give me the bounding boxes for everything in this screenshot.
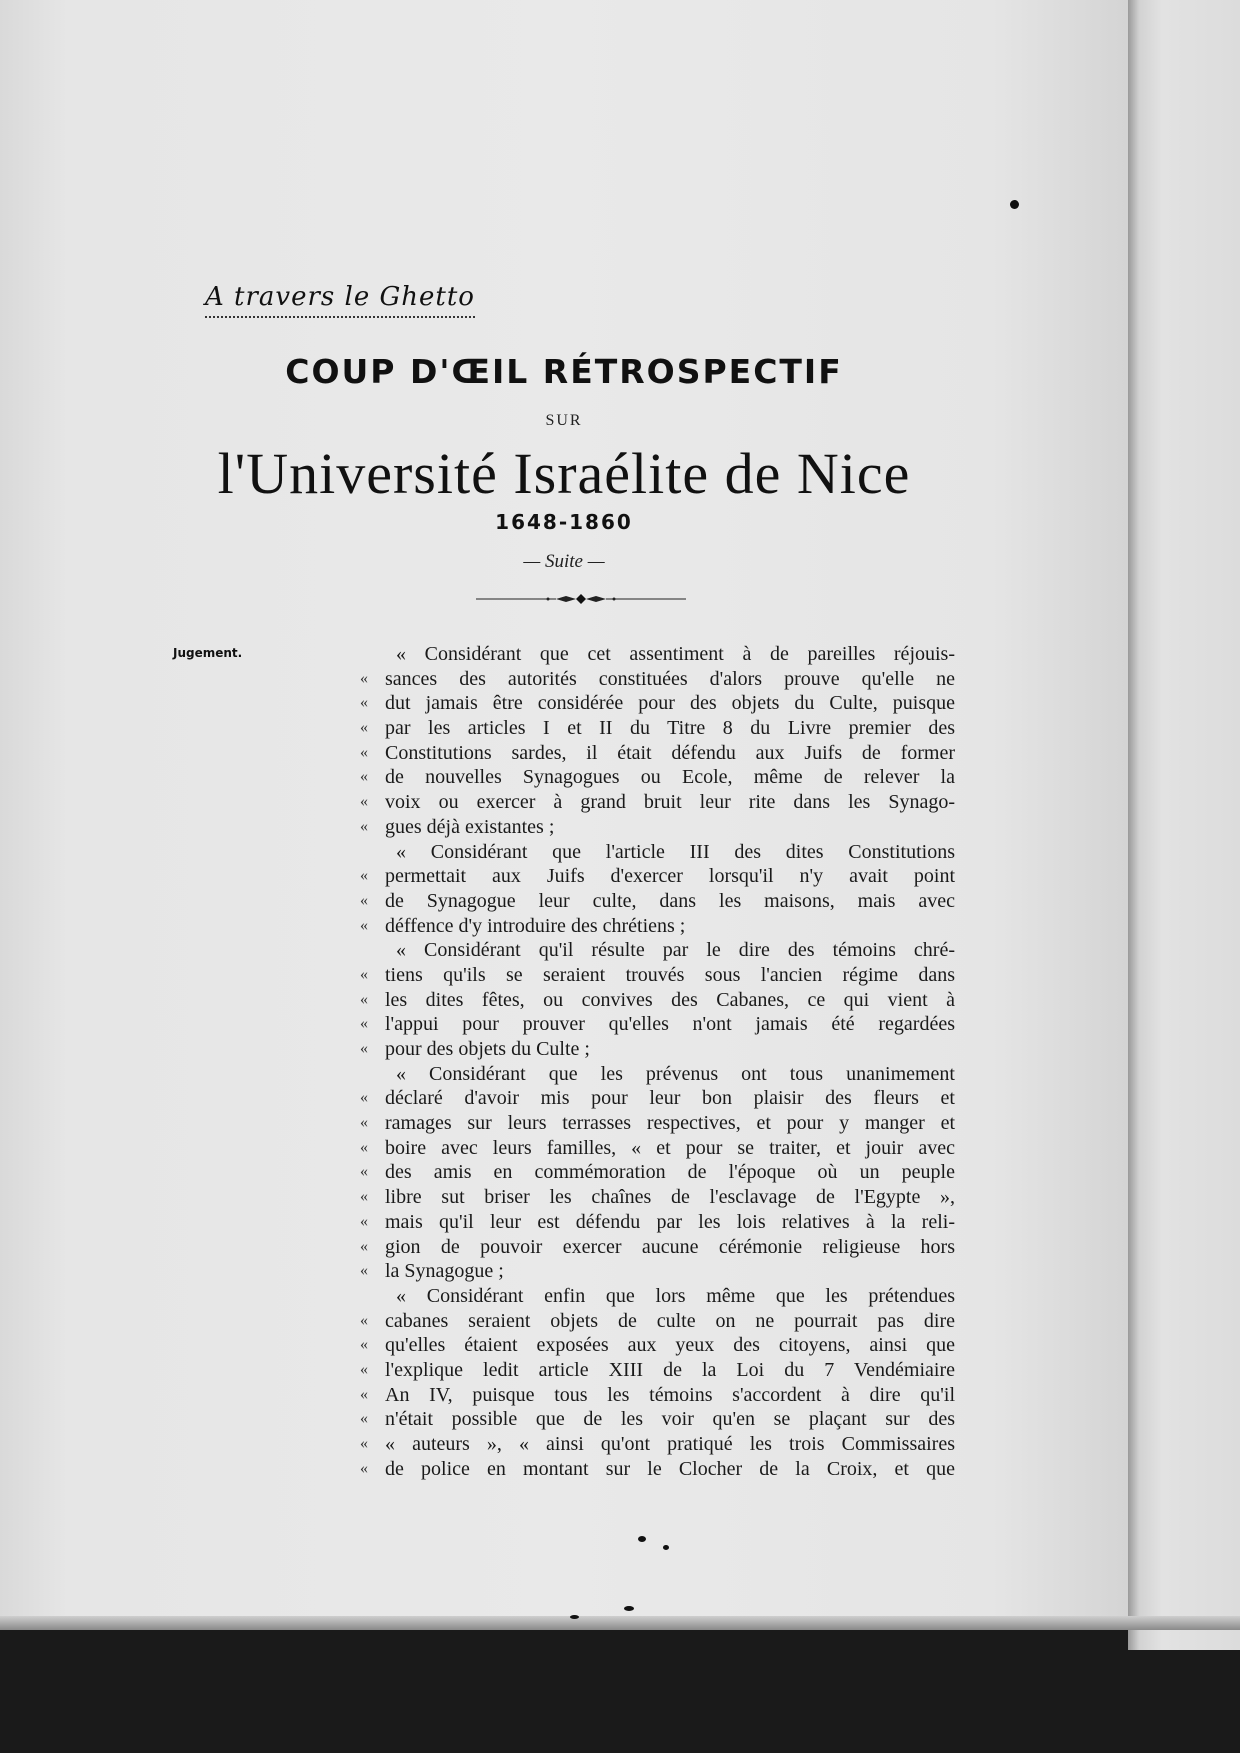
line-quote-mark: « (360, 990, 368, 1008)
line-quote-mark: « (360, 817, 368, 835)
line-quote-mark: « (360, 1040, 368, 1057)
line-text: « Considérant que l'article III des dites Constitutions (396, 840, 955, 863)
text-line (360, 1457, 955, 1482)
text-line (360, 1160, 955, 1185)
text-line (360, 1383, 955, 1408)
line-text: déclaré d'avoir mis pour leur bon plaisir des fleurs et (385, 1087, 955, 1110)
line-quote-mark: « (360, 694, 368, 712)
line-quote-mark: « (360, 1336, 368, 1354)
text-line (360, 1012, 955, 1037)
line-quote-mark: « (360, 1385, 368, 1403)
line-text: gion de pouvoir exercer aucune cérémonie religieuse hors (385, 1235, 955, 1258)
line-text: ramages sur leurs terrasses respectives, et pour y manger et (385, 1112, 955, 1135)
line-text: n'était possible que de les voir qu'en se plaçant sur des (385, 1408, 955, 1431)
line-text: pour des objets du Culte ; (385, 1038, 590, 1060)
line-text: voix ou exercer à grand bruit leur rite dans les Synago- (385, 791, 955, 814)
line-quote-mark: « (360, 719, 368, 737)
text-line (360, 667, 955, 692)
line-quote-mark: « (360, 891, 368, 909)
next-page-edge (1128, 0, 1240, 1650)
line-quote-mark: « (360, 916, 368, 934)
line-text: de police en montant sur le Clocher de la Croix, et que (385, 1457, 955, 1480)
line-quote-mark: « (360, 1237, 368, 1255)
line-text: tiens qu'ils se seraient trouvés sous l'ancien régime dans (385, 963, 955, 986)
line-text: la Synagogue ; (385, 1260, 504, 1283)
line-text: dut jamais être considérée pour des objets du Culte, puisque (385, 692, 955, 715)
text-line (360, 815, 955, 840)
article-sur: SUR (545, 412, 583, 429)
line-text: « Considérant enfin que lors même que les prétendues (396, 1284, 955, 1307)
line-text: l'appui pour prouver qu'elles n'ont jamais été regardées (385, 1013, 955, 1036)
line-text: « Considérant que les prévenus ont tous unanimement (396, 1062, 955, 1085)
line-text: par les articles I et II du Titre 8 du Livre premier des (385, 717, 955, 740)
text-line (360, 1358, 955, 1383)
ornament-divider (476, 592, 686, 606)
text-line (360, 889, 955, 914)
text-line (360, 1309, 955, 1334)
line-text: « auteurs », « ainsi qu'ont pratiqué les trois Commissaires (385, 1433, 955, 1455)
line-text: libre sut briser les chaînes de l'esclavage de l'Egypte », (385, 1186, 955, 1209)
text-line (360, 1210, 955, 1235)
section-title: A travers le Ghetto (205, 282, 475, 318)
text-line (360, 765, 955, 790)
text-line (360, 1062, 955, 1087)
text-line (360, 691, 955, 716)
paper-speck (570, 1615, 579, 1619)
line-text: permettait aux Juifs d'exercer lorsqu'il n'y avait point (385, 865, 955, 888)
line-quote-mark: « (360, 867, 368, 885)
text-line (360, 1111, 955, 1136)
paper-speck (1010, 200, 1019, 209)
line-quote-mark: « (360, 1262, 368, 1280)
paragraph-indent (360, 938, 396, 963)
line-text: de nouvelles Synagogues ou Ecole, même de relever la (385, 766, 955, 789)
line-quote-mark: « (360, 965, 368, 983)
line-text: Constitutions sardes, il était défendu aux Juifs de former (385, 741, 955, 764)
line-text: mais qu'il leur est défendu par les lois relatives à la reli- (385, 1210, 955, 1233)
line-quote-mark: « (360, 1435, 368, 1452)
line-quote-mark: « (360, 1163, 368, 1181)
text-line (360, 963, 955, 988)
article-kicker: COUP D'ŒIL RÉTROSPECTIF (285, 352, 843, 391)
paragraph-indent (360, 1062, 396, 1087)
body-text (360, 642, 955, 1481)
line-text: qu'elles étaient exposées aux yeux des citoyens, ainsi que (385, 1334, 955, 1357)
page-bottom-edge (0, 1616, 1240, 1630)
text-line (360, 1284, 955, 1309)
line-quote-mark: « (360, 1410, 368, 1428)
line-text: l'explique ledit article XIII de la Loi du 7 Vendémiaire (385, 1358, 955, 1381)
text-line (360, 1185, 955, 1210)
line-quote-mark: « (360, 1188, 368, 1206)
line-text: An IV, puisque tous les témoins s'accordent à dire qu'il (385, 1383, 955, 1406)
line-text: des amis en commémoration de l'époque où un peuple (385, 1161, 955, 1184)
text-line (360, 864, 955, 889)
line-quote-mark: « (360, 1459, 368, 1477)
line-quote-mark: « (360, 1089, 368, 1107)
text-line (360, 1432, 955, 1457)
text-line (360, 1407, 955, 1432)
line-text: « Considérant qu'il résulte par le dire des témoins chré- (396, 939, 955, 962)
line-text: « Considérant que cet assentiment à de pareilles réjouis- (396, 643, 955, 665)
line-text: les dites fêtes, ou convives des Cabanes, ce qui vient à (385, 988, 955, 1011)
text-line (360, 790, 955, 815)
line-text: cabanes seraient objets de culte on ne pourrait pas dire (385, 1309, 955, 1332)
line-quote-mark: « (360, 669, 368, 687)
paragraph-indent (360, 642, 396, 667)
line-quote-mark: « (360, 1015, 368, 1033)
text-line (360, 642, 955, 667)
text-line (360, 988, 955, 1013)
line-text: de Synagogue leur culte, dans les maisons, mais avec (385, 889, 955, 912)
line-quote-mark: « (360, 1360, 368, 1378)
line-quote-mark: « (360, 1114, 368, 1132)
line-quote-mark: « (360, 1212, 368, 1230)
text-line (360, 914, 955, 939)
text-line (360, 741, 955, 766)
article-suite: — Suite — (523, 551, 605, 572)
paragraph-indent (360, 840, 396, 865)
line-quote-mark: « (360, 1311, 368, 1329)
text-line (360, 1235, 955, 1260)
text-line (360, 1259, 955, 1284)
line-text: boire avec leurs familles, « et pour se traiter, et jouir avec (385, 1136, 955, 1159)
line-quote-mark: « (360, 743, 368, 761)
line-quote-mark: « (360, 768, 368, 786)
text-line (360, 716, 955, 741)
text-line (360, 938, 955, 963)
paper-speck (638, 1536, 646, 1542)
text-line (360, 1333, 955, 1358)
article-dates: 1648-1860 (495, 510, 633, 534)
text-line (360, 1136, 955, 1161)
text-line (360, 1086, 955, 1111)
text-line (360, 840, 955, 865)
paragraph-indent (360, 1284, 396, 1309)
article-title: l'Université Israélite de Nice (217, 441, 911, 506)
line-text: gues déjà existantes ; (385, 815, 555, 838)
line-quote-mark: « (360, 793, 368, 811)
line-quote-mark: « (360, 1138, 368, 1156)
paper-speck (624, 1606, 634, 1611)
line-text: sances des autorités constituées d'alors prouve qu'elle ne (385, 667, 955, 690)
paper-speck (663, 1545, 669, 1550)
line-text: déffence d'y introduire des chrétiens ; (385, 914, 686, 937)
text-line (360, 1037, 955, 1062)
margin-note: Jugement. (173, 646, 243, 660)
